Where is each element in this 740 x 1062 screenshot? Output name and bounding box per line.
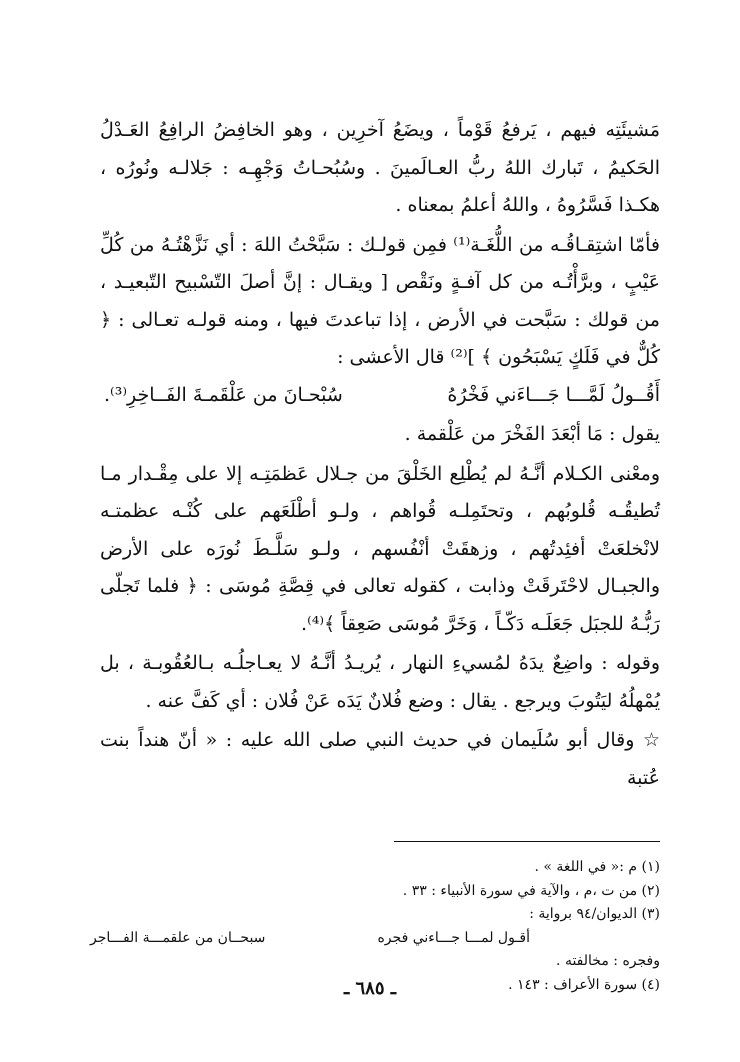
footnote-3: (٣) الديوان/٩٤ برواية :	[529, 906, 660, 922]
paragraph-6: ☆ وقال أبو سُلَيمان في حديث النبي صلى الله عليه : « أنّ هنداً بنت عُتبة	[100, 729, 660, 789]
verse-first-hemistich: أَقُــولُ لَمَّـــا جَـــاءَني فَخْرُهُ	[447, 383, 660, 406]
paragraph-1: مَشيئَتِه فيهم ، يَرفعُ قَوْماً ، ويضَعُ آخرِين ، وهو الخافِضُ الرافِعُ العَـدْلُ الحَكيمُ ، تَبارك اللهُ ربُّ العـالَمينَ . وسُبُحـاتُ وَجْهِـه : جَلالـه ونُورُه ، هكـذا فَسَّرُوهُ ، واللهُ أعلمُ بمعناه .	[100, 119, 660, 216]
paragraph-2: فأمّا اشتِقـاقُـه من اللُّغَـة⁽¹⁾ فمِن قولـك : سَبَّحْتُ اللهَ : أي نَزَّهْتُـهُ من كُلِّ عَيْبٍ ، وبرَّأْتُـه من كل آفـةٍ ونَقْص [ ويقـال : إنَّ أصلَ التّسْبيح التّبعيـد ، من قولك : سَبَّحت في الأرض ، إذا تباعدتَ فيها ، ومنه قولـه تعـالى : ﴿ كُلٌّ في فَلَكٍ يَسْبَحُون ﴾ ]⁽²⁾ قال الأعشى :	[100, 233, 660, 368]
paragraph-5: وقوله : واضِعٌ يدَهُ لمُسيءِ النهار ، يُريـدُ أنَّـهُ لا يعـاجلُـه بـالعُقُوبـة ، بل يُمْهلُهُ ليَتُوبَ ويرجع . يقال : وضع فُلانٌ يَدَه عَنْ فُلان : أي كَفَّ عنه .	[100, 652, 660, 712]
footnote-verse	[90, 927, 660, 951]
footnote-3-gloss: وفجره : مخالفته .	[556, 953, 660, 969]
paragraph-3: يقول : مَا أبْعَدَ الفَخْرَ من عَلْقمة .	[404, 423, 660, 445]
verse-second-hemistich: سُبْحـانَ من عَلْقَمـةَ الفَــاخِرِ⁽³⁾.	[104, 383, 343, 406]
paragraph-4: ومعْنى الكـلام أنَّـهُ لم يُطْلِع الخَلْقَ من جـلال عَظمَتِـه إلا على مِقْـدار مـا تُطيقُـه قُلوبُهم ، وتحتَمِلـه قُواهم ، ولـو أطْلَعَهم على كُنْـه عظمتـه لانْخلعَتْ أفئِدتُهم ، وزهقَتْ أنْفُسهم ، ولـو سَلَّـطَ نُورَه على الأرض والجبـال لاحْتَرقَتْ وذابت ، كقوله تعالى في قِصَّةِ مُوسَى : ﴿ فلما تَجلّى رَبُّـهُ للجبَل جَعَلَـه دَكّـاً ، وَخَرَّ مُوسَى صَعِقاً ﴾⁽⁴⁾.	[100, 462, 660, 635]
footnote-1: (١) م :« في اللغة » .	[534, 859, 660, 875]
footnote-verse-first-hemistich: أقـول لمـــا جـــاءني فجره	[377, 929, 530, 946]
footnote-4: (٤) سورة الأعراف : ١٤٣ .	[508, 976, 660, 993]
footnotes	[90, 856, 660, 997]
poetry-verse	[100, 377, 660, 415]
page-number: ـ ٦٨٥ ـ	[343, 978, 397, 999]
footnote-verse-second-hemistich: سبحــان من علقمـــة الفـــاجر	[90, 929, 266, 946]
main-text	[100, 112, 660, 797]
footnote-separator	[394, 841, 660, 842]
footnote-2: (٢) من ت ،م ، والآية في سورة الأنبياء : ٣٣ .	[402, 882, 660, 899]
